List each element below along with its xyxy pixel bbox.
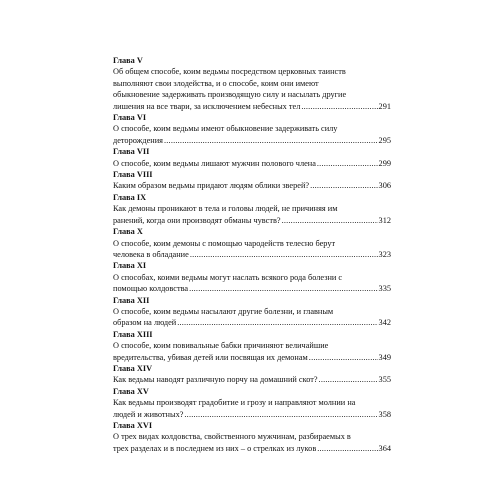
dot-leader [189, 283, 377, 294]
chapter-title-line: вредительства, убивая детей или посвящая их демонам [113, 352, 308, 362]
chapter-heading: Глава VI [113, 113, 147, 123]
dot-leader [282, 215, 378, 226]
toc-entry [113, 329, 391, 363]
chapter-title-last-line [113, 101, 391, 112]
chapter-heading: Глава XI [113, 261, 147, 271]
chapter-heading: Глава IX [113, 192, 147, 202]
chapter-heading: Глава XIV [113, 363, 153, 373]
chapter-title-line: Каким образом ведьмы придают людям облики зверей? [113, 181, 310, 191]
chapter-heading: Глава XII [113, 295, 150, 305]
chapter-title-last-line [113, 352, 391, 363]
page-number: 295 [378, 135, 391, 145]
dot-leader [317, 158, 378, 169]
chapter-heading: Глава X [113, 227, 143, 237]
page-number: 358 [378, 409, 391, 419]
chapter-title-last-line [113, 409, 391, 420]
page-number: 342 [378, 318, 391, 328]
page-number: 291 [378, 101, 391, 111]
dot-leader [301, 101, 377, 112]
toc-entry [113, 192, 391, 226]
chapter-title-last-line [113, 374, 391, 385]
chapter-heading: Глава XIII [113, 329, 153, 339]
dot-leader [309, 352, 378, 363]
chapter-title-line: образом на людей [113, 318, 177, 328]
dot-leader [177, 317, 377, 328]
chapter-heading: Глава VIII [113, 170, 153, 180]
chapter-title-line: помощью колдовства [113, 284, 189, 294]
page-number: 299 [378, 158, 391, 168]
chapter-title-line: Как ведьмы производят градобитие и грозу и направляют молнии на [113, 398, 356, 408]
chapter-heading: Глава XV [113, 386, 149, 396]
chapter-title-last-line [113, 180, 391, 191]
chapter-title-line: О способах, коими ведьмы могут наслать всякого рода болезни с [113, 272, 343, 282]
dot-leader [184, 409, 377, 420]
dot-leader [164, 135, 378, 146]
toc-entry [113, 226, 391, 260]
chapter-title-last-line [113, 158, 391, 169]
chapter-title-line: людей и животных? [113, 409, 184, 419]
chapter-title-line: О способе, коим демоны с помощью чародейств телесно берут [113, 238, 336, 248]
page-number: 323 [378, 249, 391, 259]
dot-leader [310, 180, 377, 191]
chapter-title-line: Как ведьмы наводят различную порчу на домашний скот? [113, 375, 318, 385]
chapter-title-line: лишения на все твари, за исключением небесных тел [113, 101, 301, 111]
toc-entry [113, 55, 391, 112]
chapter-title-line: выполняют свои злодейства, и о способе, коим они имеют [113, 78, 319, 88]
chapter-title-last-line [113, 215, 391, 226]
chapter-title-line: ранений, когда они производят обманы чувств? [113, 215, 281, 225]
chapter-title-line: О способе, коим ведьмы насылают другие болезни, и главным [113, 306, 334, 316]
page-number: 355 [378, 375, 391, 385]
chapter-title-line: Как демоны проникают в тела и головы людей, не причиняя им [113, 204, 338, 214]
dot-leader [190, 249, 378, 260]
page-number: 306 [378, 181, 391, 191]
toc-entry [113, 146, 391, 169]
chapter-title-line: деторождения [113, 135, 163, 145]
chapter-heading: Глава XVI [113, 421, 153, 430]
chapter-title-last-line [113, 283, 391, 294]
chapter-title-line: человека в обладание [113, 249, 189, 259]
dot-leader [319, 374, 378, 385]
table-of-contents [113, 55, 391, 454]
chapter-title-last-line [113, 443, 391, 454]
dot-leader [317, 443, 377, 454]
page-number: 312 [378, 215, 391, 225]
chapter-heading: Глава VII [113, 147, 150, 157]
toc-entry [113, 260, 391, 294]
chapter-title-line: О способе, коим повивальные бабки причиняют величайшие [113, 341, 329, 351]
chapter-title-line: О трех видах колдовства, свойственного мужчинам, разбираемых в [113, 432, 351, 442]
chapter-title-line: обыкновение задерживать производящую силу и насылать другие [113, 90, 347, 100]
chapter-title-last-line [113, 249, 391, 260]
chapter-title-line: трех разделах и в последнем из них – о стрелках из луков [113, 443, 317, 453]
toc-entry [113, 169, 391, 192]
chapter-title-line: Об общем способе, коим ведьмы посредством церковных таинств [113, 67, 346, 77]
page-number: 349 [378, 352, 391, 362]
chapter-title-line: О способе, коим ведьмы имеют обыкновение задерживать силу [113, 124, 338, 134]
chapter-title-last-line [113, 135, 391, 146]
page-number: 335 [378, 284, 391, 294]
toc-entry [113, 420, 391, 454]
toc-entry [113, 295, 391, 329]
toc-entry [113, 363, 391, 386]
toc-entry [113, 386, 391, 420]
chapter-heading: Глава V [113, 56, 143, 65]
chapter-title-last-line [113, 317, 391, 328]
page-number: 364 [378, 443, 391, 453]
toc-entry [113, 112, 391, 146]
chapter-title-line: О способе, коим ведьмы лишают мужчин полового члена [113, 158, 316, 168]
